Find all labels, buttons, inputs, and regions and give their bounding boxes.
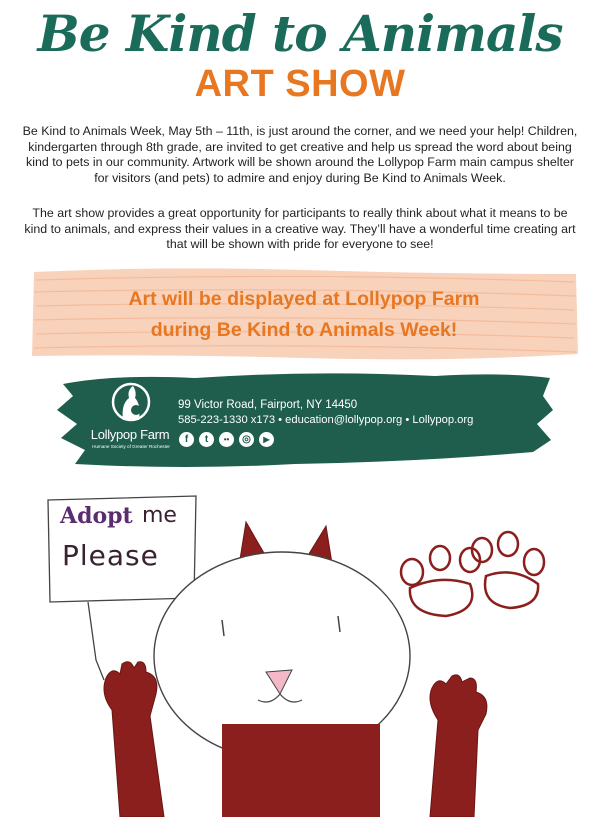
details-paragraph: The art show provides a great opportunity for participants to really think about what it means to be kind to animals, and express their values in a creative way. They’ll have a wonderful time creating art that will be shown with pride for everyone to see! xyxy=(24,206,576,251)
sign-text-please: Please xyxy=(62,539,159,572)
sign-text-adopt: Adopt xyxy=(60,503,133,529)
logo-tagline: Humane Society of Greater Rochester xyxy=(92,444,170,449)
facebook-icon[interactable]: f xyxy=(179,432,194,447)
cat-drawing xyxy=(0,480,600,817)
highlight-banner xyxy=(28,266,580,362)
twitter-icon[interactable]: t xyxy=(199,432,214,447)
lollypop-farm-logo xyxy=(111,380,151,426)
instagram-icon[interactable]: ◎ xyxy=(239,432,254,447)
banner-line-1: Art will be displayed at Lollypop Farm xyxy=(128,288,480,310)
page-title: Be Kind to Animals xyxy=(37,4,563,63)
sign-text-me: me xyxy=(142,503,177,528)
contact-text: 585-223-1330 x173 • education@lollypop.org • Lollypop.org xyxy=(178,414,474,426)
child-artwork xyxy=(0,480,600,817)
address-text: 99 Victor Road, Fairport, NY 14450 xyxy=(178,399,358,411)
logo-name: Lollypop Farm xyxy=(90,427,170,442)
flickr-icon[interactable]: •• xyxy=(219,432,234,447)
page-subtitle: ART SHOW xyxy=(194,63,406,105)
contact-footer xyxy=(55,366,555,478)
banner-line-2: during Be Kind to Animals Week! xyxy=(150,319,458,341)
youtube-icon[interactable]: ▶ xyxy=(259,432,274,447)
intro-paragraph: Be Kind to Animals Week, May 5th – 11th, is just around the corner, and we need your help! Children, kindergarten through 8th grade, are invited to get creative and help us spread the word about being kind to pets in our community. Artwork will be shown around the Lollypop Farm main campus shelter for visitors (and pets) to admire and enjoy during Be Kind to Animals Week. xyxy=(22,124,578,185)
